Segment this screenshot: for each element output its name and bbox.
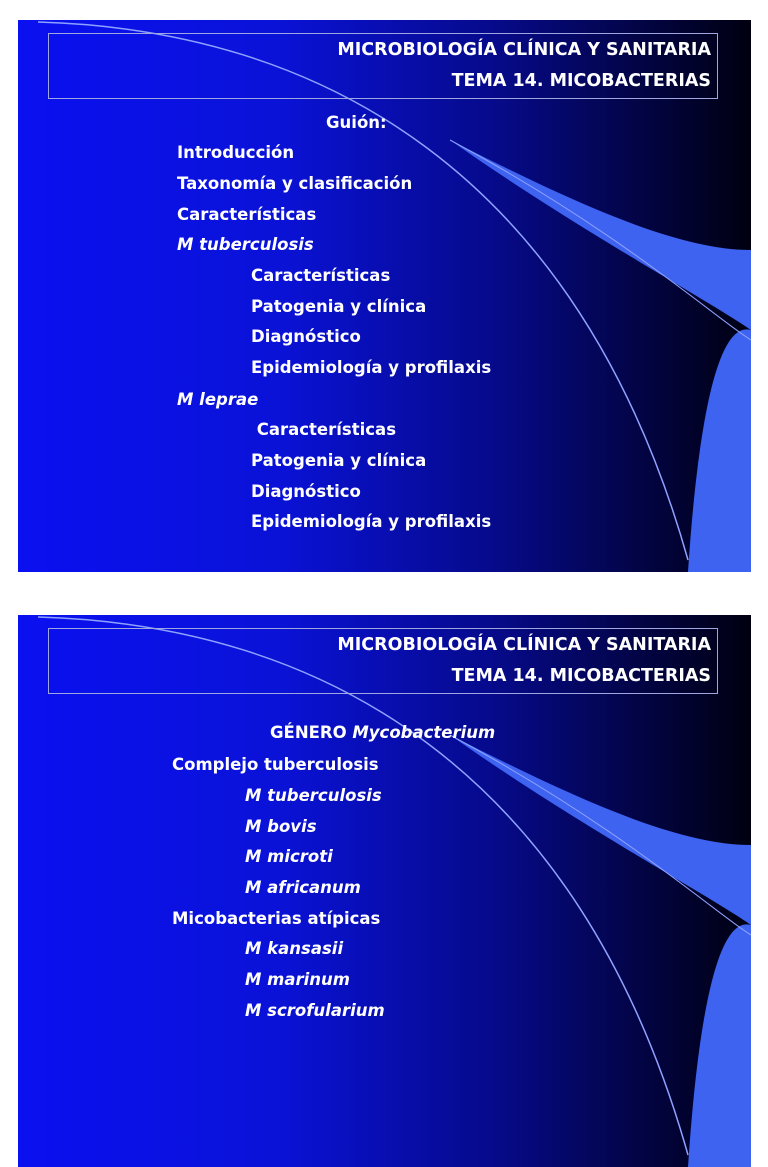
slide-header	[48, 628, 718, 694]
outline-subitem: Patogenia y clínica	[251, 451, 427, 470]
outline-subitem: Patogenia y clínica	[251, 297, 427, 316]
genus-heading-prefix: GÉNERO	[270, 723, 353, 742]
outline-item: Características	[177, 205, 317, 224]
outline-subitem: Diagnóstico	[251, 482, 361, 501]
outline-subitem: Epidemiología y profilaxis	[251, 358, 492, 377]
outline-item: Taxonomía y clasificación	[177, 174, 413, 193]
species-item: M kansasii	[245, 939, 344, 958]
species-item: M africanum	[245, 878, 361, 897]
species-item: M tuberculosis	[245, 786, 382, 805]
outline-item: M tuberculosis	[177, 235, 314, 254]
slide-2	[18, 615, 751, 1167]
outline-subitem: Diagnóstico	[251, 327, 361, 346]
species-item: M microti	[245, 847, 333, 866]
header-topic-title: TEMA 14. MICOBACTERIAS	[451, 666, 711, 686]
outline-item: Introducción	[177, 143, 295, 162]
genus-heading-name: Mycobacterium	[352, 723, 496, 742]
slide-header	[48, 33, 718, 99]
outline-subitem: Epidemiología y profilaxis	[251, 512, 492, 531]
outline-item: M leprae	[177, 390, 259, 409]
header-course-title: MICROBIOLOGÍA CLÍNICA Y SANITARIA	[337, 40, 711, 60]
species-item: M scrofularium	[245, 1001, 385, 1020]
outline-subitem: Características	[251, 420, 397, 439]
species-item: M marinum	[245, 970, 350, 989]
group-item: Complejo tuberculosis	[172, 755, 379, 774]
slide-decoration	[18, 615, 751, 1167]
header-course-title: MICROBIOLOGÍA CLÍNICA Y SANITARIA	[337, 635, 711, 655]
genus-heading	[270, 723, 495, 743]
group-item: Micobacterias atípicas	[172, 909, 381, 928]
outline-heading: Guión:	[326, 113, 387, 132]
outline-subitem: Características	[251, 266, 391, 285]
slide-decoration	[18, 20, 751, 572]
slide-1	[18, 20, 751, 572]
species-item: M bovis	[245, 817, 317, 836]
header-topic-title: TEMA 14. MICOBACTERIAS	[451, 71, 711, 91]
